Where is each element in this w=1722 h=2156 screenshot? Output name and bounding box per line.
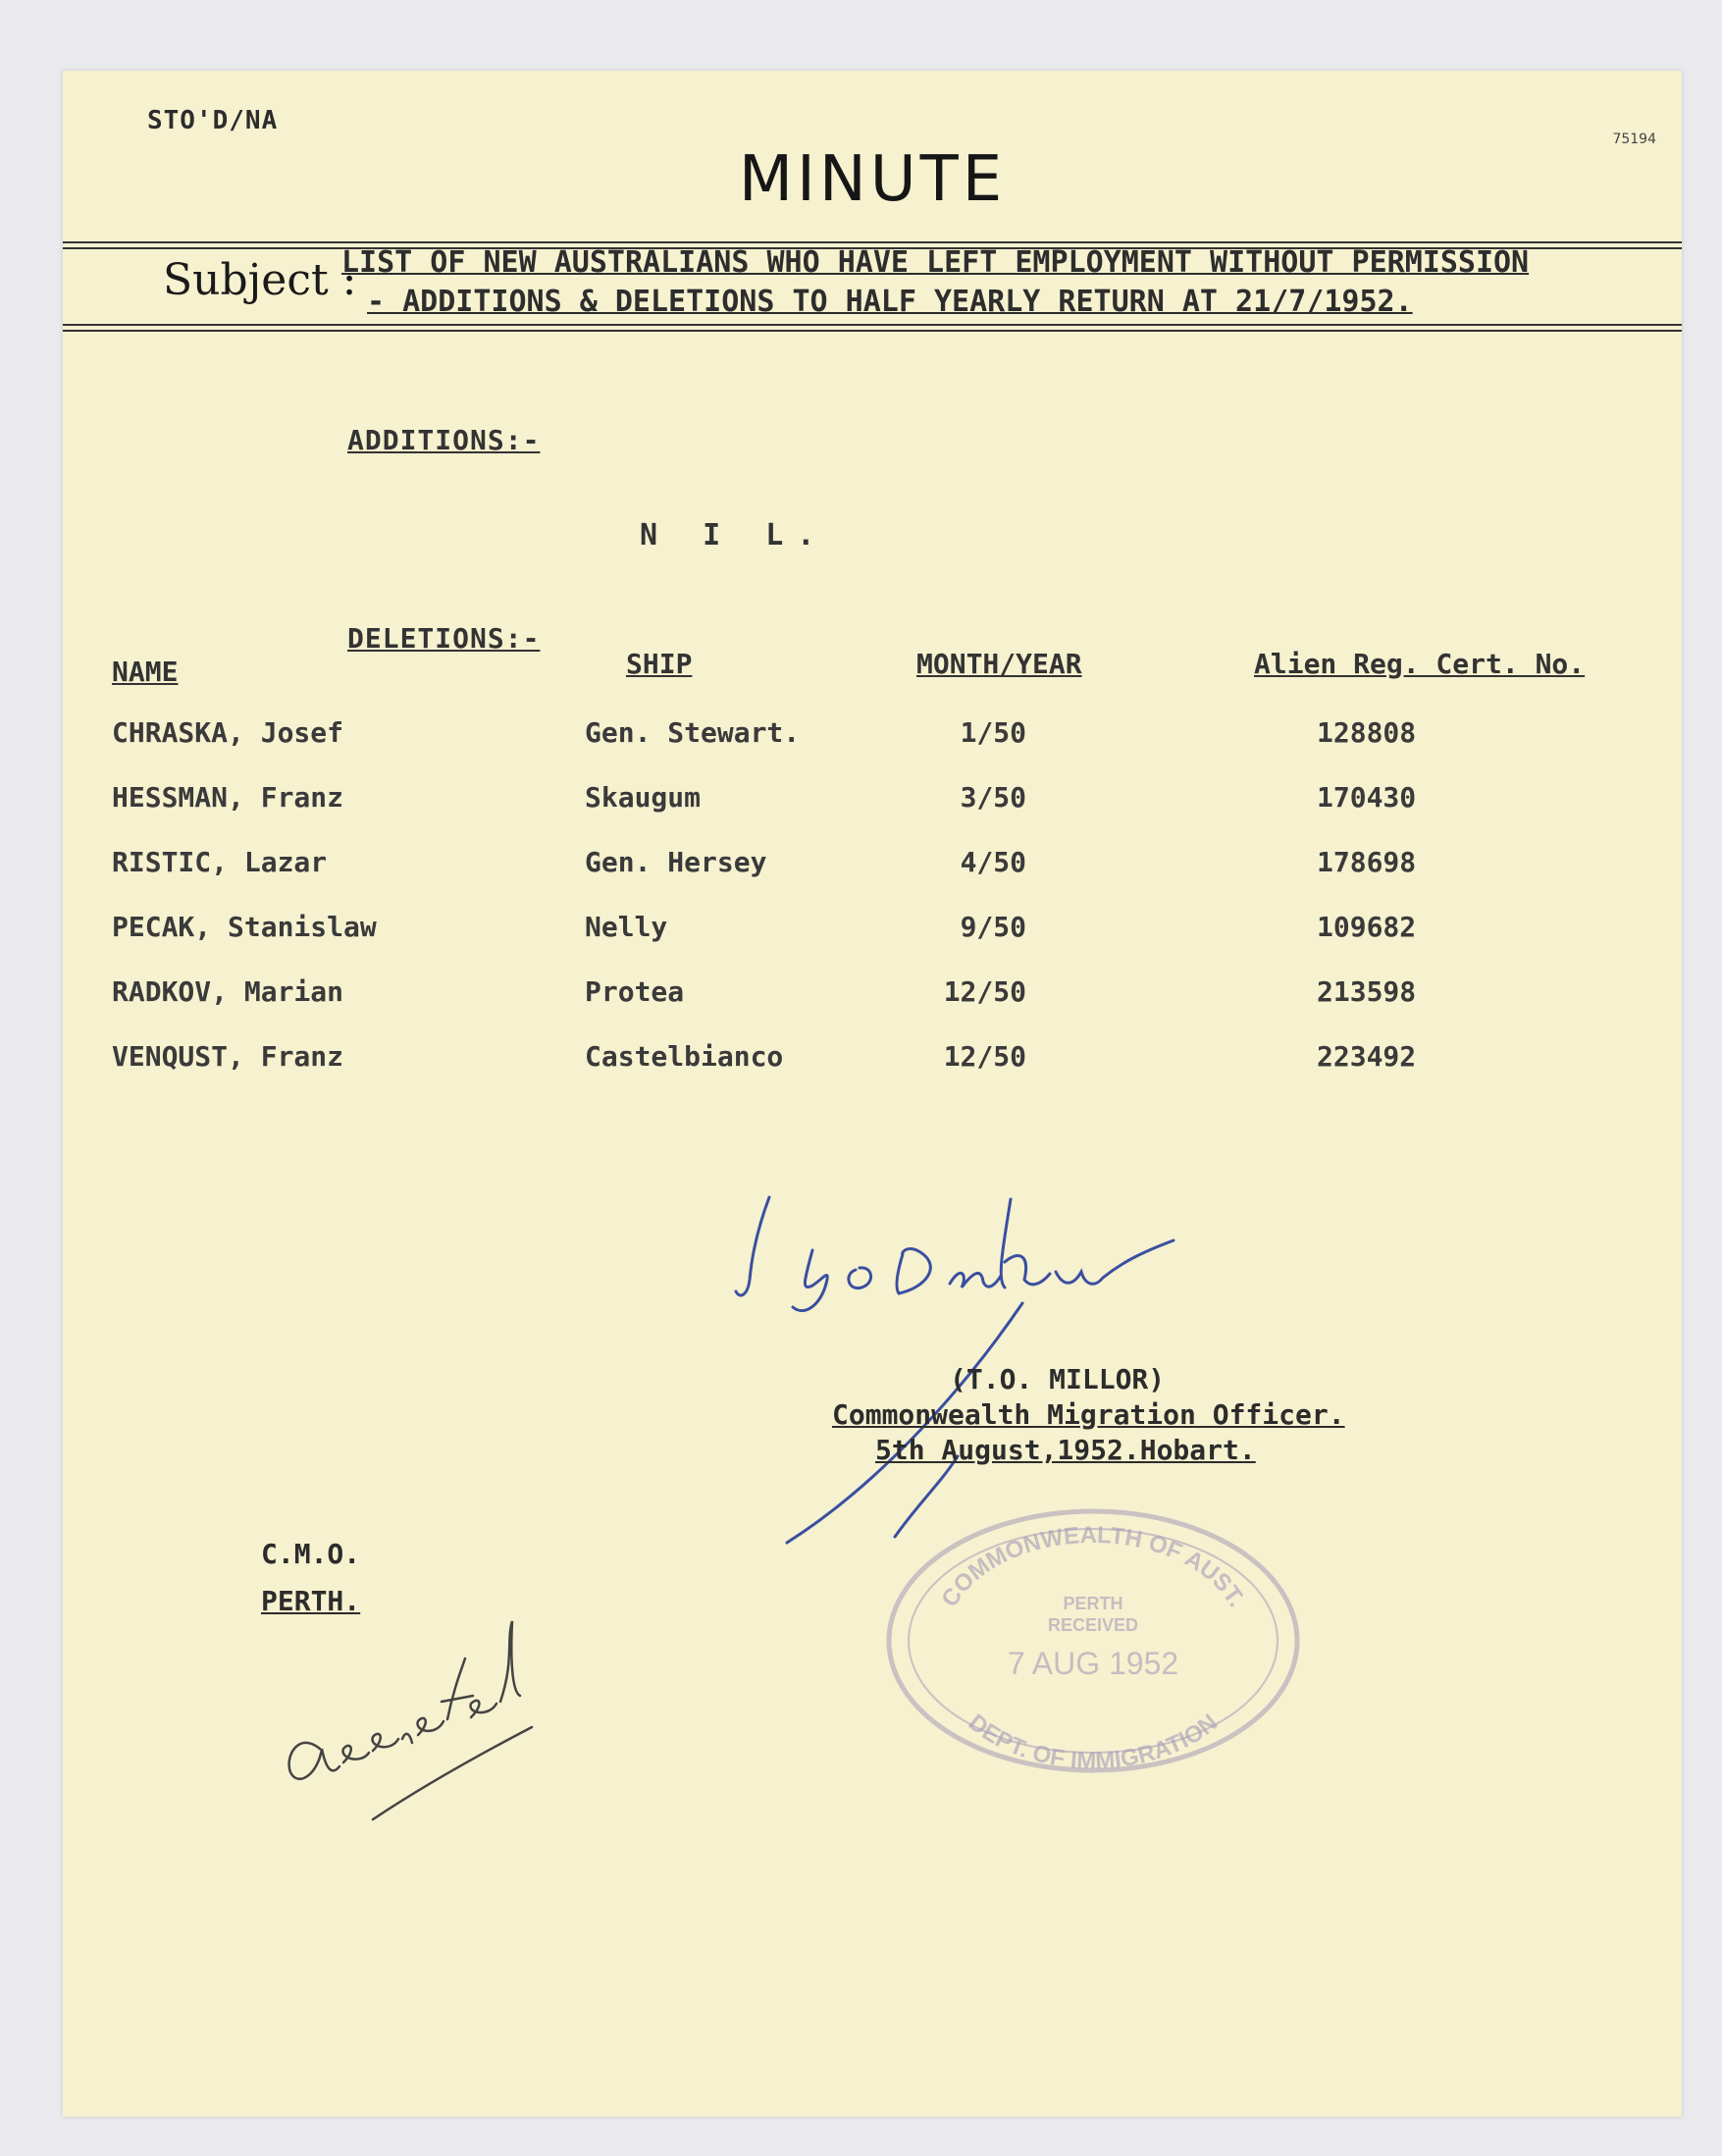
cell-ship: Gen. Hersey [585,846,767,878]
cell-name: HESSMAN, Franz [112,781,344,814]
table-row [63,975,1682,1034]
cell-cert: 178698 [1317,846,1417,878]
cell-name: RADKOV, Marian [112,975,344,1008]
cell-ship: Castelbianco [585,1040,784,1073]
stamp-date: 7 AUG 1952 [1007,1646,1179,1681]
addressee-line-2: PERTH. [261,1585,361,1617]
cell-month: 12/50 [943,975,1026,1008]
minute-sheet [63,71,1682,2117]
cell-cert: 223492 [1317,1040,1417,1073]
svg-text:DEPT. OF IMMIGRATION [964,1709,1223,1775]
stamp-bottom-text: DEPT. OF IMMIGRATION [963,1709,1224,1775]
table-row [63,716,1682,775]
signatory-title: Commonwealth Migration Officer. [832,1398,1345,1431]
table-row [63,781,1682,840]
cell-month: 1/50 [960,716,1026,749]
cell-ship: Skaugum [585,781,702,814]
subject-text [341,243,1676,322]
table-row [63,911,1682,970]
cell-ship: Protea [585,975,685,1008]
subject-line-2: - ADDITIONS & DELETIONS TO HALF YEARLY RETURN AT 21/7/1952. [367,285,1413,319]
additions-heading: ADDITIONS:- [347,424,541,456]
cell-ship: Gen. Stewart. [585,716,801,749]
cell-cert: 109682 [1317,911,1417,943]
stamp-top-text: COMMONWEALTH OF AUST. [936,1521,1251,1612]
cell-cert: 128808 [1317,716,1417,749]
cell-name: RISTIC, Lazar [112,846,328,878]
subject-label: Subject : [163,255,357,305]
handwritten-note [279,1602,573,1837]
document-number: 75194 [1612,131,1656,147]
cell-name: CHRASKA, Josef [112,716,344,749]
cell-month: 3/50 [960,781,1026,814]
stamp-line-1: PERTH [1063,1594,1123,1613]
deletions-heading: DELETIONS:- [347,622,541,655]
column-header-cert: Alien Reg. Cert. No. [1254,648,1586,680]
signatory-block [832,1362,1421,1468]
page-title: MINUTE [738,143,1007,216]
cell-ship: Nelly [585,911,668,943]
cell-cert: 170430 [1317,781,1417,814]
column-header-name: NAME [112,656,179,688]
table-row [63,846,1682,905]
cell-name: VENQUST, Franz [112,1040,344,1073]
signatory-date-place: 5th August,1952.Hobart. [875,1434,1256,1466]
column-header-ship: SHIP [626,648,693,680]
received-stamp [877,1494,1309,1788]
reference-code: STO'D/NA [147,106,279,135]
column-header-month-year: MONTH/YEAR [916,648,1082,680]
table-row [63,1040,1682,1099]
cell-name: PECAK, Stanislaw [112,911,377,943]
cell-month: 4/50 [960,846,1026,878]
stamp-line-2: RECEIVED [1047,1615,1139,1635]
additions-value: N I L. [640,518,829,552]
addressee-line-1: C.M.O. [261,1538,361,1570]
cell-cert: 213598 [1317,975,1417,1008]
subject-line-1: LIST OF NEW AUSTRALIANS WHO HAVE LEFT EMPLOYMENT WITHOUT PERMISSION [341,245,1530,280]
subject-rule-bottom-2 [63,330,1682,332]
cell-month: 9/50 [960,911,1026,943]
subject-rule-bottom [63,324,1682,326]
cell-month: 12/50 [943,1040,1026,1073]
signatory-name: (T.O. MILLOR) [950,1363,1166,1395]
